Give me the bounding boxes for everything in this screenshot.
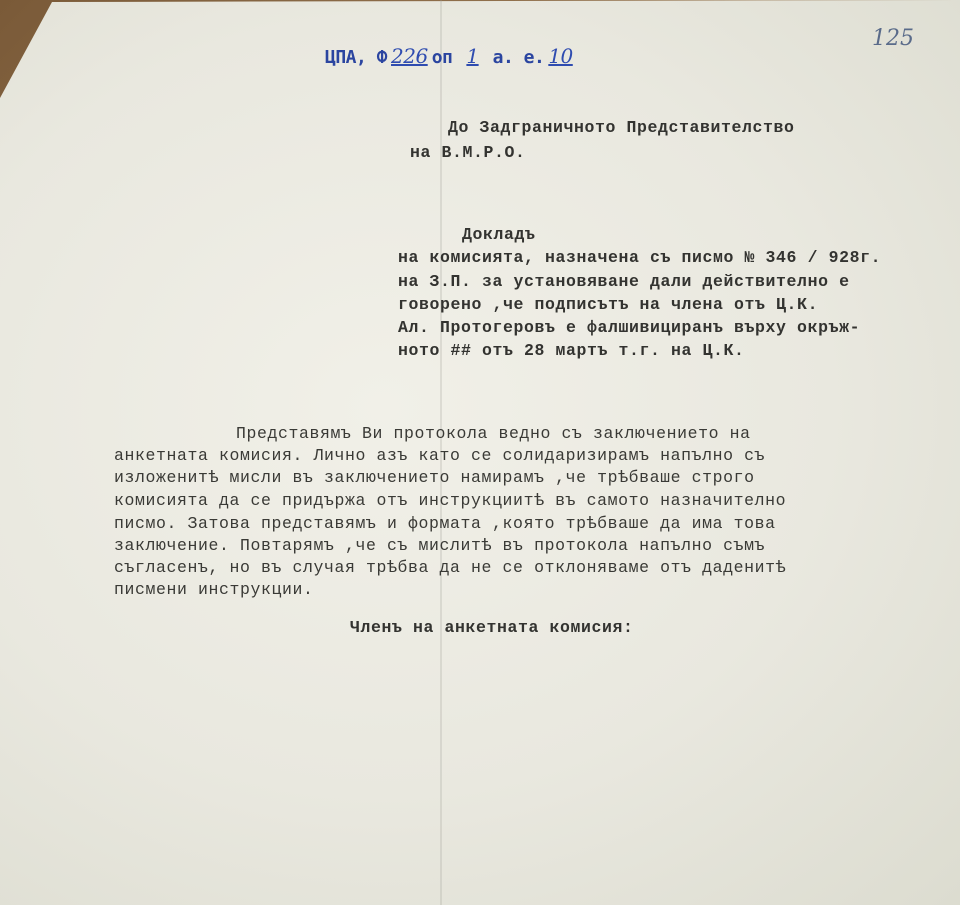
report-line: Ал. Протогеровъ е фалшивициранъ върху окръж-	[398, 318, 861, 337]
signature-line: Членъ на анкетната комисия:	[350, 618, 634, 637]
report-line: говорено ,че подписътъ на члена отъ Ц.К.	[398, 295, 819, 314]
report-line: на комисията, назначена съ писмо № 346 / 928г.	[398, 248, 882, 267]
addressee-line-2: на В.М.Р.О.	[410, 143, 526, 162]
body-line: Представямъ Ви протокола ведно съ заключението на	[236, 424, 751, 443]
page-number: 125	[872, 26, 914, 51]
body-line: изложенитѣ мисли въ заключението намирамъ ,че трѣбваше строго	[114, 468, 755, 487]
archive-stamp	[325, 44, 577, 68]
body-line: анкетната комисия. Лично азъ като се солидаризирамъ напълно съ	[114, 446, 766, 465]
report-line: на З.П. за установяване дали действително е	[398, 272, 850, 291]
report-line: ното ## отъ 28 мартъ т.г. на Ц.К.	[398, 341, 745, 360]
stamp-opis: 1	[466, 44, 479, 68]
stamp-fond: 226	[391, 44, 428, 68]
body-line: заключение. Повтарямъ ,че съ мислитѣ въ протокола напълно съмъ	[114, 536, 766, 555]
body-line: писмени инструкции.	[114, 580, 314, 599]
stamp-opis-label: оп	[431, 47, 453, 68]
stamp-prefix: ЦПА, Ф	[325, 47, 388, 68]
addressee-line-1: До Задграничното Представителство	[448, 118, 795, 137]
report-title: Докладъ	[462, 225, 536, 244]
body-line: комисията да се придържа отъ инструкциитѣ въ самото назначително	[114, 491, 787, 510]
body-line: съгласенъ, но въ случая трѣбва да не се отклоняваме отъ даденитѣ	[114, 558, 787, 577]
stamp-ae-label: а. е.	[492, 47, 545, 68]
body-line: писмо. Затова представямъ и формата ,която трѣбваше да има това	[114, 514, 776, 533]
stamp-ae: 10	[548, 44, 573, 68]
